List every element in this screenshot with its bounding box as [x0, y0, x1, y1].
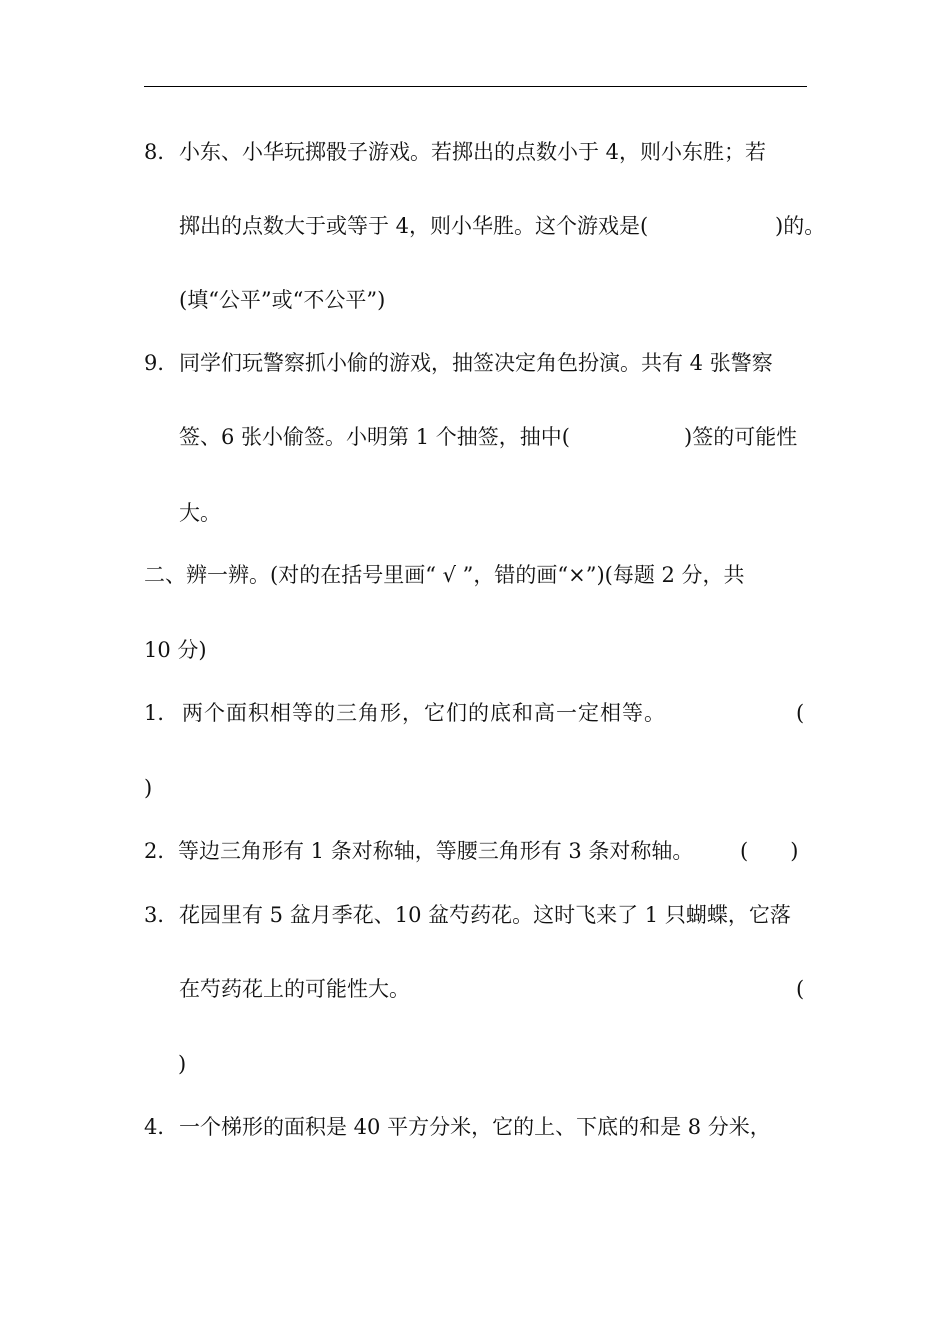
question-text-line: )的。	[775, 214, 826, 238]
answer-parens[interactable]: ( )	[740, 839, 799, 863]
question-text-line: 签、6 张小偷签。小明第 1 个抽签，抽中(	[179, 425, 570, 449]
question-text-line: 等边三角形有 1 条对称轴，等腰三角形有 3 条对称轴。	[178, 839, 694, 863]
question-text-line: (填“公平”或“不公平”)	[179, 288, 386, 312]
answer-paren-close[interactable]: )	[144, 776, 153, 800]
answer-paren-open[interactable]: (	[796, 701, 805, 725]
question-number: 4．	[144, 1115, 179, 1139]
question-number: 1．	[144, 701, 179, 725]
question-number: 3．	[144, 903, 179, 927]
question-number: 9．	[144, 351, 179, 375]
question-text-line: )签的可能性	[684, 425, 798, 449]
question-text-line: 大。	[179, 501, 221, 525]
question-text-line: 两个面积相等的三角形，它们的底和高一定相等。	[182, 701, 666, 725]
section-heading-line: 二、辨一辨。(对的在括号里画“ √ ”，错的画“×”)(每题 2 分，共	[144, 563, 745, 587]
question-text-line: 一个梯形的面积是 40 平方分米，它的上、下底的和是 8 分米，	[179, 1115, 771, 1139]
question-text-line: 掷出的点数大于或等于 4，则小华胜。这个游戏是(	[179, 214, 649, 238]
answer-paren-open[interactable]: (	[796, 977, 805, 1001]
question-number: 8．	[144, 140, 179, 164]
question-text-line: 在芍药花上的可能性大。	[179, 977, 410, 1001]
question-text-line: 花园里有 5 盆月季花、10 盆芍药花。这时飞来了 1 只蝴蝶，它落	[179, 903, 791, 927]
answer-paren-close[interactable]: )	[178, 1052, 187, 1076]
section-heading-line: 10 分)	[144, 638, 207, 662]
header-rule	[144, 86, 807, 87]
question-text-line: 小东、小华玩掷骰子游戏。若掷出的点数小于 4，则小东胜；若	[179, 140, 767, 164]
question-text-line: 同学们玩警察抓小偷的游戏，抽签决定角色扮演。共有 4 张警察	[179, 351, 773, 375]
question-number: 2．	[144, 839, 179, 863]
